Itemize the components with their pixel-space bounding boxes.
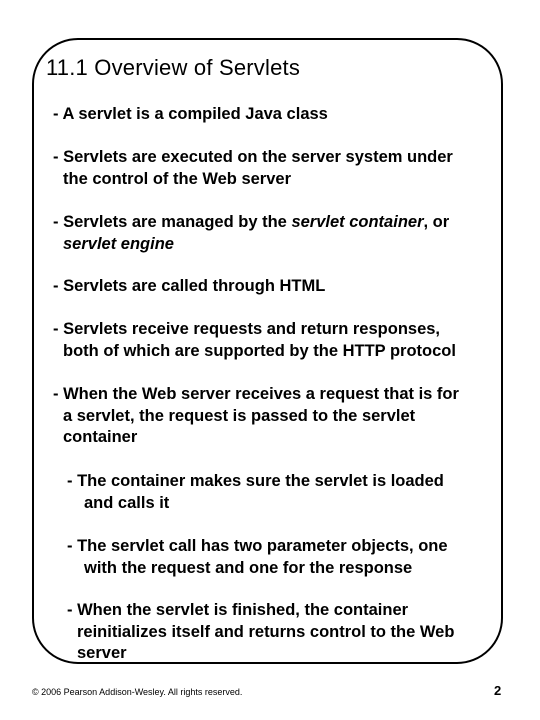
bullet-3-text-a: - Servlets are managed by the <box>53 213 292 231</box>
sub-bullet-1-line-1: - The container makes sure the servlet is loaded <box>67 472 444 490</box>
bullet-5-line-2: both of which are supported by the HTTP protocol <box>63 341 456 360</box>
sub-bullet-3-line-3: server <box>77 644 127 662</box>
sub-bullet-3-line-1: - When the servlet is finished, the container <box>67 601 409 619</box>
bullet-2-line-1: - Servlets are executed on the server system under <box>53 148 453 166</box>
bullet-5 <box>53 319 456 362</box>
bullet-3-line-2 <box>53 234 449 256</box>
sub-bullet-1-line-2: and calls it <box>84 493 170 512</box>
bullet-3-term-servlet-container: servlet container <box>291 213 424 231</box>
bullet-4 <box>53 276 325 298</box>
sub-bullet-3 <box>67 600 454 665</box>
bullet-1-line-1: - A servlet is a compiled Java class <box>53 105 328 123</box>
bullet-3-text-b: , or <box>423 213 450 231</box>
slide-title: 11.1 Overview of Servlets <box>46 55 301 80</box>
bullet-2-line-2: the control of the Web server <box>63 169 291 188</box>
sub-bullet-2-line-1: - The servlet call has two parameter objects, one <box>67 537 448 555</box>
bullet-3-term-servlet-engine: servlet engine <box>63 234 174 253</box>
copyright-notice: © 2006 Pearson Addison-Wesley. All rights reserved. <box>32 687 243 697</box>
bullet-3 <box>53 212 449 255</box>
bullet-3-line-1 <box>53 212 449 234</box>
sub-bullet-2-line-2: with the request and one for the response <box>84 558 413 577</box>
bullet-5-line-1: - Servlets receive requests and return responses, <box>53 320 441 338</box>
bullet-4-line-1: - Servlets are called through HTML <box>53 277 326 295</box>
sub-bullet-1 <box>67 471 444 514</box>
page-number: 2 <box>494 683 502 698</box>
bullet-6-line-3: container <box>63 428 138 446</box>
bullet-6-line-2: a servlet, the request is passed to the servlet <box>63 406 416 425</box>
bullet-6-line-1: - When the Web server receives a request that is for <box>53 385 459 403</box>
bullet-2 <box>53 147 453 190</box>
bullet-1 <box>53 104 328 126</box>
sub-bullet-3-line-2: reinitializes itself and returns control to the Web <box>77 622 455 641</box>
bullet-6 <box>53 384 459 449</box>
sub-bullet-2 <box>67 536 448 579</box>
